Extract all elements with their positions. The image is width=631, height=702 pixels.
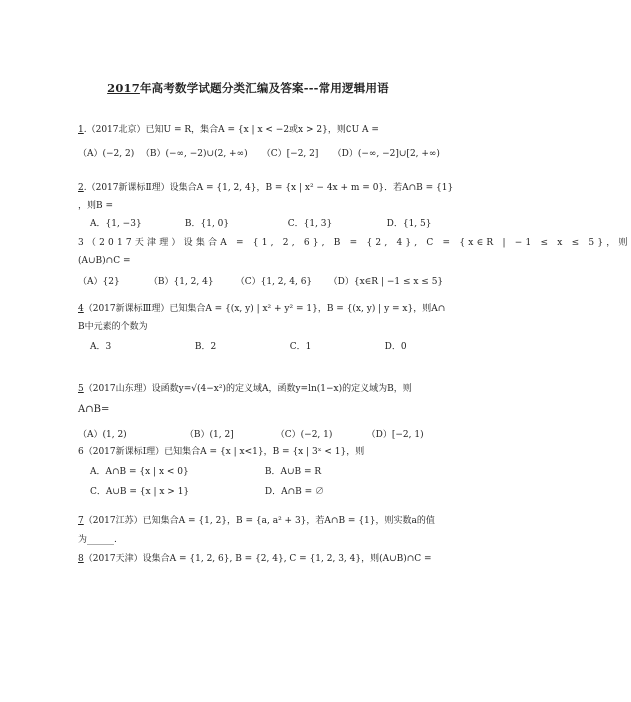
q2-choice-d: D．{1, 5}: [386, 219, 432, 229]
q5-number: 5: [78, 384, 84, 394]
q2-stem-cont: ，则B =: [78, 201, 114, 211]
q6-choice-b: B．A∪B = R: [264, 467, 322, 477]
q5-stem-cont: A∩B=: [78, 404, 110, 415]
page-title: [0, 80, 496, 96]
q4-stem-cont: B中元素的个数为: [78, 322, 148, 332]
q6-choice-a: A．A∩B = {x | x < 0}: [90, 467, 189, 477]
q4-choice-a: A．3: [90, 342, 112, 352]
q2-text: .（2017新课标Ⅱ理）设集合A = {1, 2, 4}，B = {x | x² − 4x + m = 0}．若A∩B = {1}: [83, 183, 454, 193]
q1-text: .（2017北京）已知U = R，集合A = {x | x < −2或x > 2}，则∁U A =: [83, 125, 379, 135]
q3-stem: 3（2017天津理）设集合A = {1, 2, 6}, B = {2, 4}, C = {x∈R | −1 ≤ x ≤ 5}，则: [78, 238, 631, 248]
q6-stem: 6（2017新课标Ⅰ理）已知集合A = {x | x<1}，B = {x | 3ˣ < 1}，则: [78, 447, 365, 457]
q4-number: 4: [78, 304, 84, 314]
q3-choice-c: （C）{1, 2, 4, 6}: [235, 277, 313, 287]
q2-choice-a: A．{1, −3}: [90, 219, 142, 229]
q4-text: （2017新课标Ⅲ理）已知集合A = {(x, y) | x² + y² = 1}，B = {(x, y) | y = x}，则A∩: [83, 304, 446, 314]
q2-choice-b: B．{1, 0}: [184, 219, 230, 229]
q4-choice-c: C．1: [289, 342, 312, 352]
q5-choice-b: （B）(1, 2]: [184, 430, 234, 440]
q1-choice-c: （C）[−2, 2]: [261, 149, 319, 159]
q3-choices: [78, 276, 456, 289]
q8-text: （2017天津）设集合A = {1, 2, 6}, B = {2, 4}, C = {1, 2, 3, 4}，则(A∪B)∩C =: [83, 554, 432, 564]
q5-choices: [78, 429, 456, 442]
q5-choice-a: （A）(1, 2): [78, 430, 127, 440]
q6-choices-row2: [90, 486, 456, 499]
q2-stem: [78, 182, 456, 195]
q1-choices: [78, 148, 456, 161]
q6-choice-d: D．A∩B = ∅: [264, 487, 325, 497]
q6-choices-row1: [90, 466, 456, 479]
q4-choices: [90, 341, 456, 354]
q7-number: 7: [78, 516, 84, 526]
q1-choice-a: （A）(−2, 2): [78, 149, 135, 159]
q7-stem: [78, 515, 456, 528]
q2-choices: [90, 218, 456, 231]
q4-stem: [78, 303, 456, 316]
q3-choice-d: （D）{x∈R | −1 ≤ x ≤ 5}: [328, 277, 444, 287]
q2-choice-c: C．{1, 3}: [287, 219, 333, 229]
q1-number: 1: [78, 125, 84, 135]
q8-stem: [78, 553, 456, 566]
q4-choice-d: D．0: [384, 342, 407, 352]
q5-choice-d: （D）[−2, 1): [366, 430, 424, 440]
q2-number: 2: [78, 183, 84, 193]
title-year: 2017: [107, 81, 140, 95]
q6-choice-c: C．A∪B = {x | x > 1}: [90, 487, 190, 497]
q7-stem-cont: 为______.: [78, 535, 117, 545]
q5-text: （2017山东理）设函数y=√(4−x²)的定义域A，函数y=ln(1−x)的定义域为B，则: [83, 384, 412, 394]
q4-choice-b: B．2: [194, 342, 217, 352]
q3-choice-a: （A）{2}: [78, 277, 120, 287]
q1-choice-b: （B）(−∞, −2)∪(2, +∞): [140, 149, 248, 159]
q7-text: （2017江苏）已知集合A = {1, 2}，B = {a, a² + 3}，若A∩B = {1}，则实数a的值: [83, 516, 435, 526]
title-main: 年高考数学试题分类汇编及答案---常用逻辑用语: [139, 81, 389, 95]
q1-choice-d: （D）(−∞, −2]∪[2, +∞): [332, 149, 440, 159]
q5-stem: [78, 383, 456, 396]
q3-choice-b: （B）{1, 2, 4}: [148, 277, 214, 287]
q1-stem: [78, 124, 456, 137]
q5-choice-c: （C）(−2, 1): [275, 430, 333, 440]
q3-stem-cont: (A∪B)∩C =: [78, 256, 131, 266]
q8-number: 8: [78, 554, 84, 564]
